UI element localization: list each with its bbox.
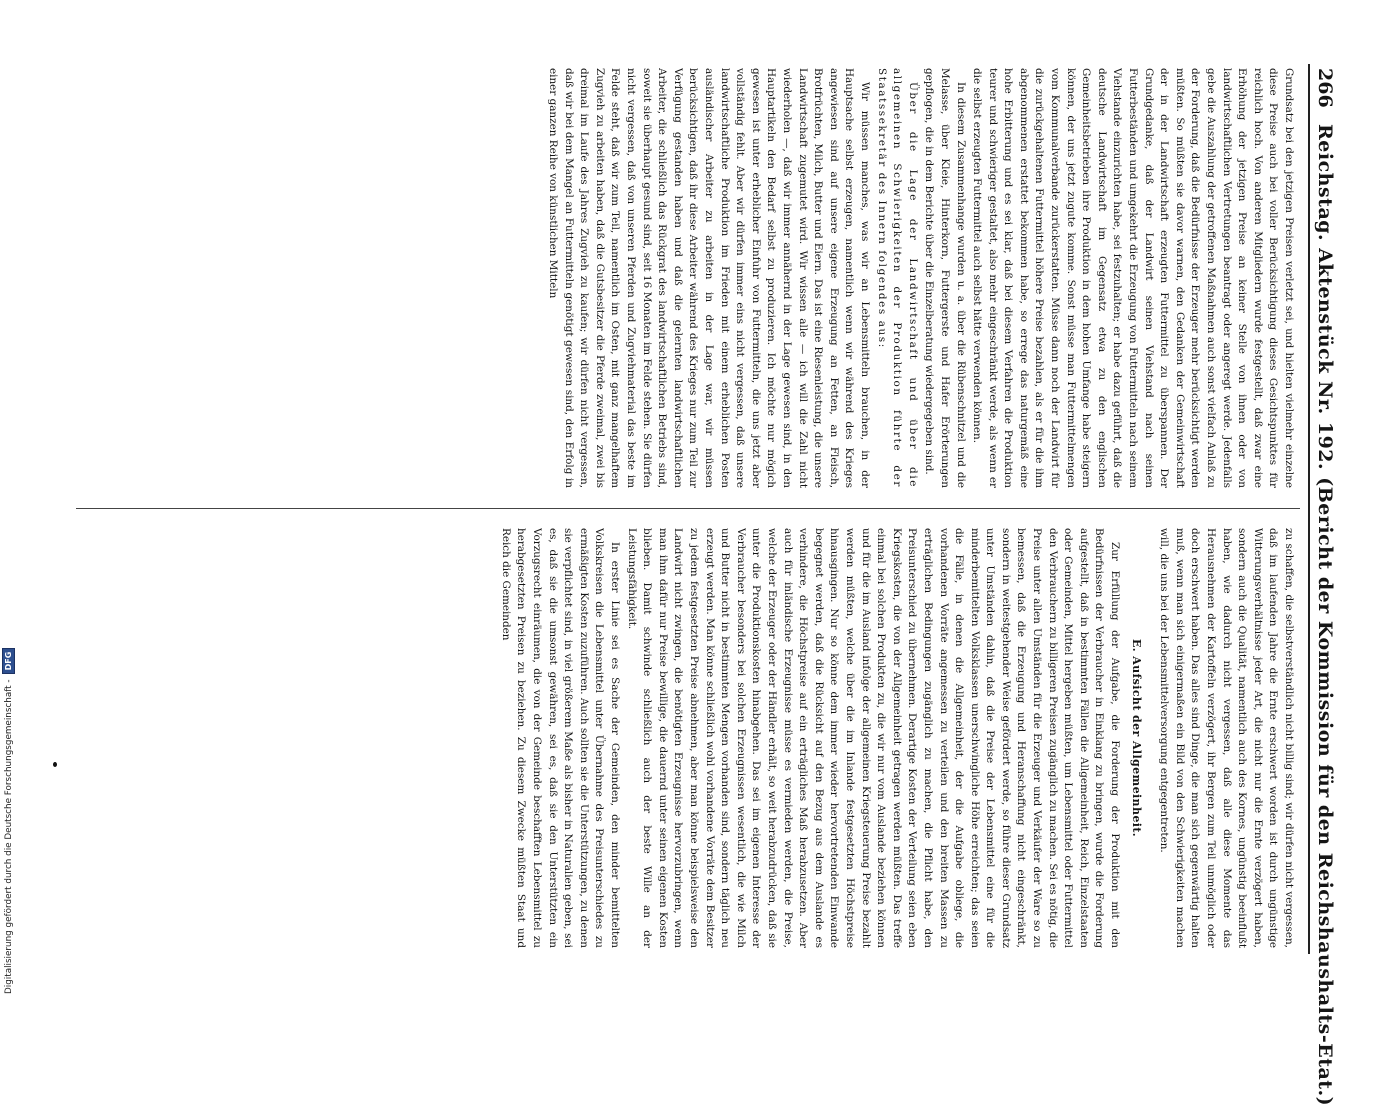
- column-divider: [76, 508, 1300, 509]
- paragraph: In erster Linie sei es Sache der Gemeinden, den minder bemittelten Volkskreisen die Lebensmittel unter Übernahme des Preisunterschiedes zu ermäßigten Kosten zuzuführen. Auch sollten sie die Unterstützungen, zu denen sie verpflichtet sind, in viel größerem Maße als bisher in Naturalien geben, sei es, daß sie die umsonst gewähren, sei es, daß sie den Unterstützten ein Vorzugsrecht einräumen, die von der Gemeinde beschafften Lebensmittel zu herabgesetzten Preisen zu beziehen. Zu diesem Zwecke müßten Staat und Reich die Gemeinden: [499, 528, 622, 948]
- text-column-left: [76, 68, 1296, 488]
- page-number: 266: [1314, 68, 1336, 108]
- dfg-logo: DFG: [2, 648, 15, 675]
- paragraph: Zur Erfüllung der Aufgabe, die Forderung der Produktion mit den Bedürfnissen der Verbraucher in Einklang zu bringen, wurde die Forderung aufgestellt, daß in bestimmten Fällen die Allgemeinheit, Reich, Einzelstaaten oder Gemeinden, Mittel hergeben müßten, um Lebensmittel oder Futtermittel den Verbrauchern zu billigeren Preisen zugänglich zu machen. Sei es nötig, die Preise unter allen Umständen für die Erzeuger und Verkäufer der Ware so zu bemessen, daß die Erzeugung und Heranschaffung nicht eingeschränkt, sondern in weitestgehender Weise gefördert werde, so führe dieser Grundsatz unter Umständen dahin, daß die Preise der Lebensmittel eine für die minderbemittelten Volksklassen unerschwingliche Höhe erreichten; das seien die Fälle, in denen die Allgemeinheit, der die Aufgabe obliege, die vorhandenen Vorräte angemessen zu verteilen und den breiten Massen zu erträglichen Bedingungen zugänglich zu machen, die Pflicht habe, den Preisunterschied zu übernehmen. Derartige Kosten der Verteilung seien eben Kriegskosten, die von der Allgemeinheit getragen werden müßten. Das treffe einmal bei solchen Produkten zu, die wir nur vom Auslande beziehen können und für die im Ausland infolge der allgemeinen Kriegsteuerung Preise bezahlt werden müßten, welche über die im Inlande festgesetzten Höchstpreise hinausgingen. Nur so könne dem immer wieder hervortretenden Einwande begegnet werden, daß die Rücksicht auf den Bezug aus dem Auslande es verhindere, die Höchstpreise auf ein erträgliches Maß herabzusetzen. Aber auch für inländische Erzeugnisse müsse es vermieden werden, die Preise, welche der Erzeuger oder der Händler erhält, so weit herabzudrücken, daß sie unter die Produktionskosten hinabgehen. Das sei im eigenen Interesse der Verbraucher besonders bei solchen Erzeugnissen wesentlich, die wie Milch und Butter nicht in bestimmten Mengen vorhanden sind, sondern täglich neu erzeugt werden. Man könne schließlich wohl vorhandene Vorräte dem Besitzer zu jedem festgesetzten Preise abnehmen, aber man könne beispielsweise den Landwirt nicht zwingen, die benötigten Erzeugnisse hervorzubringen, wenn man ihm dafür nur Preise bewillige, die dauernd unter seinen eigenen Kosten blieben. Damit schwinde schließlich auch der beste Wille an der Leistungsfähigkeit.: [625, 528, 1122, 948]
- paragraph: Wir müssen manches, was wir an Lebensmitteln brauchen, in der Hauptsache selbst erzeugen, namentlich wenn wir während des Krieges angewiesen sind auf unsere eigene Erzeugung an Fetten, an Fleisch, Brotfrüchten, Milch, Butter und Eiern. Das ist eine Riesenleistung, die unsere Landwirtschaft zugemutet wird. Wir wissen alle — ich will die Zahl nicht wiederholen —, daß wir immer annähernd in der Lage gewesen sind, in den Hauptartikeln den Bedarf selbst zu produzieren. Ich möchte nur mögich gewesen ist unter erheblicher Einfuhr von Futtermitteln, die uns jetzt aber vollständig fehlt. Aber wir dürfen immer eins nicht vergessen, daß unsere landwirtschaftliche Produktion im Frieden mit einem erheblichen Posten ausländischer Arbeiter zu arbeiten in der Lage war, wir müssen berücksichtigen, daß ihr diese Arbeiter während des Krieges nur zum Teil zur Verfügung gestanden haben und daß die gelernten landwirtschaftlichen Arbeiter, die schließlich das Rückgrat des landwirtschaftlichen Betriebs sind, soweit sie überhaupt gesund sind, seit 16 Monaten im Felde stehen. Sie dürfen nicht vergessen, daß von unseren Pferden und Zugviehmaterial das beste im Felde steht, daß wir zum Teil, namentlich im Osten, mit ganz mangelhaftem Zugvieh zu arbeiten haben, daß die Gutsbesitzer die Pferde zweimal, zwei bis dreimal im Laufe des Jahres Zugvieh zu kaufen; wir dürfen nicht vergessen, daß wir bei dem Mangel an Futtermitteln genötigt gewesen sind, den Erfolg in einer ganzen Reihe von künstlichen Mitteln: [547, 68, 871, 488]
- text-column-right: [76, 528, 1296, 948]
- digitization-footer: [2, 648, 15, 994]
- digitization-note: Digitalisierung gefördert durch die Deutsche Forschungsgemeinschaft -: [3, 679, 14, 994]
- section-heading: E. Aufsicht der Allgemeinheit.: [1129, 638, 1143, 838]
- print-speck: [53, 762, 57, 767]
- running-head: [1308, 64, 1336, 1106]
- paragraph: In diesem Zusammenhange wurden u. a. über die Rübenschnitzel und die Melasse, über Kleie, Hinterkorn, Futtergerste und Hafer Erörterungen gepflogen, die in dem Berichte über die Einzelberatung wiedergegeben sind.: [923, 68, 967, 488]
- header-title: Reichstag. Aktenstück Nr. 192. (Bericht der Kommission für den Reichshaushalts-Etat.): [1314, 124, 1336, 1106]
- rotated-document-page: [70, 64, 1336, 1106]
- paragraph: zu schaffen, die selbstverständlich nicht billig sind; wir dürfen nicht vergessen, daß im laufenden Jahre die Ernte erschwert worden ist durch ungünstige Witterungsverhältnisse jeder Art, die nicht nur die Ernte verzögert haben, sondern auch die Qualität, namentlich auch des Kornes, ungünstig beeinflußt haben, wie dadurch nicht vergessen, daß alle diese Momente das Herausnehmen der Kartoffeln verzögert, ihr Bergen zum Teil unmöglich oder doch erschwert haben. Das alles sind Dinge, die man sich gegenwärtig halten muß, wenn man sich einigermaßen ein Bild von den Schwierigkeiten machen will, die uns bei der Lebensmittelversorgung entgegentreten.: [1158, 528, 1295, 948]
- paragraph: Über die Lage der Landwirtschaft und über die allgemeinen Schwierigkeiten der Produktion führte der Staatssekretär des Innern folgendes aus:: [875, 68, 919, 488]
- paragraph: Grundsatz bei den jetzigen Preisen verletzt sei, und hielten vielmehr einzelne diese Preise auch bei voller Berücksichtigung dieses Gesichtspunktes für reichlich hoch. Von anderen Mitgliedern wurde festgestellt, daß zwar eine Erhöhung der jetzigen Preise an keiner Stelle von ihnen oder von landwirtschaftlichen Vertretungen beantragt oder angeregt werde. Jedenfalls gebe die Auszahlung der getroffenen Maßnahmen auch sonst vielfach Anlaß zu der Forderung, daß die Bedürfnisse der Erzeuger mehr berücksichtigt werden müßten. So müßten sie davor warnen, den Gedanken der Gemeinwirtschaft der in der Landwirtschaft erzeugten Futtermittel zu überspannen. Der Grundgedanke, daß der Landwirt seinen Viehstand nach seinen Futterbeständen und umgekehrt die Erzeugung von Futtermitteln nach seinem Viehstande einzurichten habe, sei festzuhalten; er habe dazu geführt, daß die deutsche Landwirtschaft im Gegensatz etwa zu den englischen Gemeinheitsbetrieben ihre Produktion in dem hohen Umfange habe steigern können, der uns jetzt zugute komme. Sonst müsse man Futtermittelmengen vom Kommunalverbande zurückerstatten. Müsse dann noch der Landwirt für die zurückgehaltenen Futtermittel höhere Preise bezahlen, als er für die ihm abgenommenen erstattet bekommen habe, so errege das naturgemäß eine hohe Erbitterung und es sei klar, daß bei diesem Verfahren die Produktion teurer und schwieriger gestaltet, also mehr eingeschränkt werde, als wenn er die selbst erzeugten Futtermittel auch selbst hätte verwenden können.: [971, 68, 1295, 488]
